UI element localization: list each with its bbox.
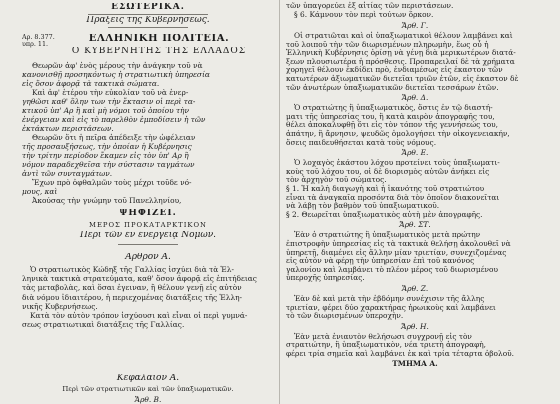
article-line: Ὁ στρατιωτικὸς Κώδηξ τῆς Γαλλίας ἰσχύει διὰ τὰ Ἑλ- — [30, 265, 234, 274]
chapter-subheading: Περὶ τῶν στρατιωτικῶν καὶ τῶν ὑπαξιωματικῶν. — [62, 385, 234, 393]
article-line: σεως στρατιωτικαὶ διατάξεις τῆς Γαλλίας. — [22, 320, 185, 330]
text-line: χορηγεῖ θέλουν ἐκδίδει πρὸ, ἐνδιαμέσως εἰς ἐκαστον τῶν — [286, 65, 503, 75]
article-line: νικῆς Κυβερνήσεως. — [22, 301, 98, 311]
text-line: § 2. Θεωρεῖται ὑπαξιωματικὸς αὐτὴ μὲν ἀπογραφῆς. — [286, 209, 483, 219]
preamble-line: εἰς ὅσον ἀφορᾷ τὰ τακτικὰ σώματα. — [22, 79, 160, 88]
section-header: ΕΣΩΤΕΡΙΚΑ. — [111, 3, 185, 12]
preamble-line: ἐκτάκτων περιστάσεων. — [22, 124, 114, 133]
preamble-line: ἀντὶ τῶν συνταγμάτων. — [22, 169, 113, 178]
text-line: φέρει τρία σημεῖα καὶ λαμβάνει ἐκ καὶ τρία τέταρτα ὀβολοῦ. — [286, 349, 514, 358]
preamble-line: μους, καὶ — [22, 187, 58, 196]
article-heading: Ἄρθ. Γ. — [401, 21, 429, 30]
preamble-line: κανονισθῇ προσηκόντως ἡ στρατιωτικὴ ὑπηρεσία — [22, 70, 210, 79]
article-line: τὰς μεταβολὰς, καὶ ὅσαι ἐγειναν, ἢ θέλουν γενῇ εἰς αὐτὸν — [22, 283, 242, 293]
preamble-line: Θεωρῶν ὅτι ἡ πεῖρα ἀπέδειξε τὴν ὠφέλειαν — [32, 133, 196, 142]
article-line: διὰ νόμου ἰδιαιτέρου, ἡ περιεχομένας διατάξεις τῆς Ἑλλη- — [22, 292, 243, 302]
decree-heading: ΨΗΦΙΖΕΙ. — [119, 209, 177, 218]
article-heading: Ἄρθ. Ζ. — [401, 284, 429, 293]
text-line: τῶν ἀνωτέρων ὑπαξιωματικῶν διετεῖαι τεσσάρων ἐτῶν. — [286, 82, 499, 92]
text-line: τριετίαν, φέρει δύο χαρακτήρας ἡρωικοὺς καὶ λαμβάνει — [286, 302, 496, 312]
text-line: ξεων πλουσιωτέρα ἡ πρόσθεσις. Προπαρειλαί δὲ τὰ χρήματα — [286, 56, 515, 66]
text-line: ἀπάτην, ἢ ἄρνησιν, ψευδῶς ὁμολογήσει τὴν οἰκογενειακήν, — [286, 129, 510, 138]
chapter-article-heading: Ἄρθ. Β. — [134, 395, 162, 404]
text-line: ἐπιστροφὴν ὑπηρεσίας εἰς τὰ τακτικὰ θελήσῃ ἀκολουθεῖ νὰ — [286, 239, 511, 248]
document-number: Αρ. 8.377. — [22, 33, 55, 41]
text-line: εἶναι τὰ ἀναγκαῖα προσόντα διὰ τὸν ὁποῖον διακονεῖται — [286, 192, 500, 202]
preamble-line: κτικοῦ ὑπ' Αρ ἢ καὶ μὴ νόμοι τοῦ ὁποίου τὴν — [22, 106, 189, 115]
article-heading: Ἄρθ. ΣΤ. — [399, 220, 431, 230]
preamble-line: νόμον παραδεχθεῖσα τὴν σύστασιν ταγμάτων — [22, 160, 195, 169]
text-line: τὸ τῶν διωρισμένων ὑπεροχὴν. — [286, 311, 404, 321]
preamble-line: Θεωρῶν ἀφ' ἑνὸς μέρους τὴν ἀνάγκην τοῦ νὰ — [32, 61, 203, 70]
section-heading: ΤΜΗΜΑ Α. — [392, 358, 438, 368]
text-line: γαλονίου καὶ λαμβάνει τὸ πλέον μέρος τοῦ διωρισμένου — [286, 264, 498, 274]
right-column — [286, 0, 544, 404]
preamble-line: τὴν τρίτην περίοδον ἔκαμεν εἰς τὸν ὑπ' Αρ ἢ — [22, 151, 189, 160]
document-subnumber: υπρ. 11. — [22, 40, 49, 48]
doc-title: ΕΛΛΗΝΙΚΗ ΠΟΛΙΤΕΙΑ. — [88, 34, 230, 43]
preamble-line: τῆς προσαυξήσεως, τὴν ὁποίαν ἡ Κυβέρνησις — [22, 142, 192, 151]
text-line: θέλει ἀποκαλυφθῇ ὅτι εἰς τὸν τόπον τῆς γεννήσεώς του, — [286, 120, 499, 130]
text-line: Ἑλληνικὴ Κυβέρνησις ὁρίσῃ νὰ γένῃ διὰ μερικωτέρων διατά- — [286, 48, 516, 58]
article-heading: Ἄρθρον Α. — [125, 253, 171, 262]
doc-subtitle: Ο ΚΥΒΕΡΝΗΤΗΣ ΤΗΣ ΕΛΛΑΔΟΣ — [71, 47, 247, 56]
text-line: § 6. Κάμνουν τὸν περὶ τούτων ὅρκον. — [294, 10, 434, 19]
text-line: τῶν ὑπαγορεύει ἐξ αἰτίας τῶν περιστάσεων. — [286, 1, 454, 10]
part-rule — [118, 244, 178, 245]
part-subheading: Περὶ τῶν ἐν ἐνεργείᾳ Νόμων. — [79, 231, 217, 240]
text-line: Οἱ στρατιῶται καὶ οἱ ὑπαξιωματικοὶ θέλουν λαμβάνει καὶ — [294, 31, 513, 40]
preamble-line: Ἀκούσας τὴν γνώμην τοῦ Πανελληνίου, — [32, 196, 182, 205]
text-line: ὑπηρετῇ, διαμένει εἰς ἄλλην μίαν τριετίαν, συνεχιζομένας — [286, 247, 507, 257]
text-line: ὑπεροχῆς ὑπηρεσίας. — [286, 273, 365, 283]
preamble-line: Ἔχων πρὸ ὀφθαλμῶν τοὺς μέχρι τοῦδε νό- — [32, 178, 192, 187]
subheader-rule — [108, 27, 188, 28]
article-line: ληνικὰ τακτικὰ στρατεύματα, καθ' ὅσον ἀφορᾷ εἰς ἐπιτήδειας — [22, 274, 257, 284]
header-rule — [88, 14, 208, 15]
text-line: τὸν ἀρχηγὸν τοῦ σώματος. — [286, 175, 387, 185]
article-line: Κατὰ τὸν αὐτὸν τρόπον ἰσχύουσι καὶ εἶναι οἱ περὶ γυμνά- — [30, 311, 248, 320]
article-heading: Ἄρθ. Δ. — [401, 93, 429, 103]
text-line: Ἐὰν μετὰ ἐνιαυτὸν θελήσωσι συγχρονῇ εἰς τὸν — [294, 331, 472, 341]
text-line: νὰ λάβῃ τὸν βαθμὸν τοῦ ὑπαξιωματικοῦ. — [286, 201, 440, 211]
text-line: Ὁ στρατιώτης ἢ ὑπαξιωματικὸς, ὅστις ἐν τῷ διαστή- — [294, 103, 493, 113]
text-line: Ἐὰν ὁ στρατιώτης ἢ ὑπαξιωματικὸς μετὰ πρώτην — [294, 230, 481, 240]
preamble-line: Καὶ ἀφ' ἑτέρου τὴν εὐκολίαν τοῦ νὰ ἐνερ- — [32, 88, 189, 97]
column-divider — [279, 0, 280, 404]
article-heading: Ἄρθ. Ε. — [401, 148, 429, 158]
part-heading: ΜΕΡΟΣ ΠΡΟΚΑΤΑΡΚΤΙΚΟΝ — [88, 221, 207, 229]
text-line: § 1. Ἡ καλὴ διαγωγὴ καὶ ἡ ἱκανότης τοῦ στρατιώτου — [286, 184, 485, 193]
text-line: ὅσεις παιδευθήσεται κατὰ τοὺς νόμους. — [286, 137, 437, 147]
left-column — [22, 0, 274, 404]
text-line: κατωτέρων ἀξιωματικῶν διετεῖαι τριῶν ἐτῶν, εἰς ἐκαστον δὲ — [286, 74, 519, 83]
section-subheader: Πράξεις τῆς Κυβερνήσεως. — [86, 16, 210, 25]
text-line: Ὁ λοχαγὸς ἐκάστου λόχου προτείνει τοὺς ὑπαξιωματι- — [294, 158, 500, 168]
chapter-heading: Κεφάλαιον Α. — [116, 374, 180, 383]
article-heading: Ἄρθ. Η. — [401, 321, 429, 331]
text-line: εἰς αὐτὸν νὰ φέρῃ τὴν ὑπηρεσίαν ἐπὶ τοῦ κανόνος — [286, 256, 475, 266]
text-line: στρατιώτην, ἢ ὑπαξιωματικὸν, νέα τριετὴ ἀπογραφὴ, — [286, 340, 487, 350]
preamble-line: γηθῶσι καθ' ὅλην των τὴν ἔκτασιν οἱ περὶ τα- — [22, 97, 196, 106]
text-line: κοὺς τοῦ λόχου του, οἱ δὲ διορισμὸς αὐτῶν ἀνήκει εἰς — [286, 166, 490, 176]
preamble-line: ἐνέργειαν καὶ εἰς τὸ παρελθὸν ἐμποδίσειν ἡ τῶν — [22, 115, 206, 124]
text-line: ματι τῆς ὑπηρεσίας του, ἢ κατὰ καιρὸν ἀπογραφῆς του, — [286, 111, 495, 121]
text-line: Ἐὰν δὲ καὶ μετὰ τὴν ἐβδόμην συνέχισιν τῆς ἄλλης — [294, 294, 485, 303]
text-line: τοῦ λοιποῦ τὴν τῶν διωρισμένων πληρωμὴν, ἕως οὗ ἡ — [286, 39, 489, 49]
